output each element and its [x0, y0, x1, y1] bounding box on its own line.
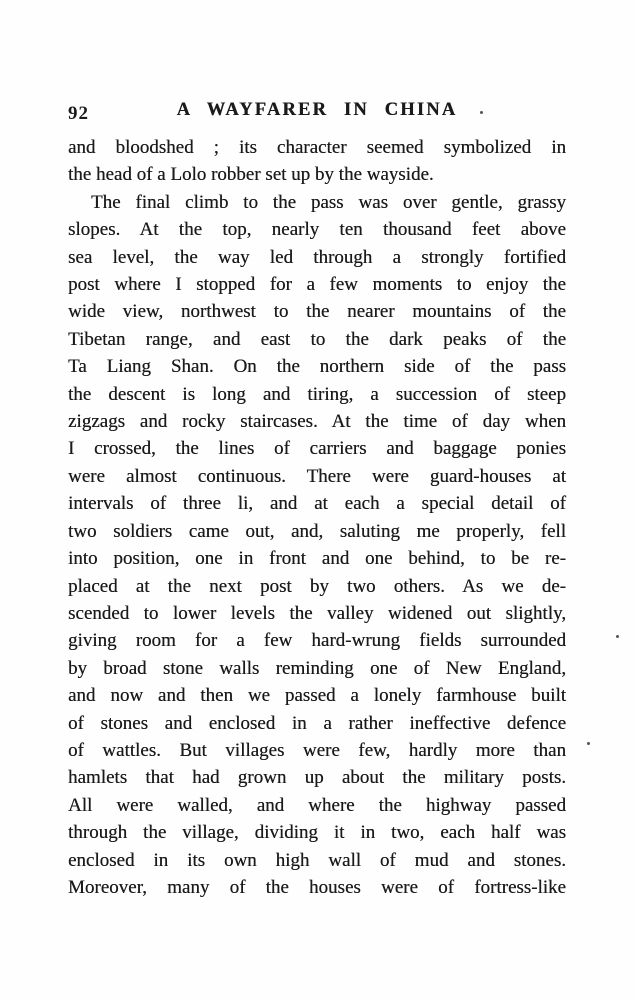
- page-header: [68, 100, 566, 126]
- text-line: intervals of three li, and at each a special detail of: [68, 493, 566, 515]
- text-line: giving room for a few hard-wrung fields surrounded: [68, 630, 566, 652]
- text-line: hamlets that had grown up about the military posts.: [68, 767, 566, 789]
- text-line: zigzags and rocky staircases. At the time of day when: [68, 411, 566, 433]
- text-line: of wattles. But villages were few, hardly more than: [68, 739, 566, 761]
- scan-speck: [616, 635, 619, 638]
- text-line: post where I stopped for a few moments to enjoy the: [68, 274, 566, 296]
- text-line: wide view, northwest to the nearer mountains of the: [68, 301, 566, 323]
- text-line: and now and then we passed a lonely farmhouse built: [68, 685, 566, 707]
- text-line: the descent is long and tiring, a succession of steep: [68, 383, 566, 405]
- text-line: I crossed, the lines of carriers and baggage ponies: [68, 438, 566, 460]
- text-line: Ta Liang Shan. On the northern side of the pass: [68, 356, 566, 378]
- text-line: scended to lower levels the valley widened out slightly,: [68, 602, 566, 624]
- text-line: Moreover, many of the houses were of fortress-like: [68, 876, 566, 898]
- text-line: Tibetan range, and east to the dark peaks of the: [68, 328, 566, 350]
- text-line: into position, one in front and one behind, to be re-: [68, 548, 566, 570]
- text-line: sea level, the way led through a strongly fortified: [68, 246, 566, 268]
- text-line: enclosed in its own high wall of mud and stones.: [68, 849, 566, 871]
- page-body: [68, 134, 566, 901]
- text-line: through the village, dividing it in two, each half was: [68, 822, 566, 844]
- text-line: the head of a Lolo robber set up by the wayside.: [68, 164, 434, 186]
- text-line: placed at the next post by two others. As we de-: [68, 575, 566, 597]
- text-line: slopes. At the top, nearly ten thousand feet above: [68, 219, 566, 241]
- text-line: All were walled, and where the highway passed: [68, 794, 566, 816]
- scan-speck: [587, 742, 590, 745]
- running-title: A WAYFARER IN CHINA: [176, 100, 458, 120]
- text-line: The final climb to the pass was over gentle, grassy: [91, 191, 566, 213]
- page-number: 92: [68, 103, 89, 124]
- text-line: were almost continuous. There were guard-houses at: [68, 465, 566, 487]
- text-line: and bloodshed ; its character seemed symbolized in: [68, 137, 566, 158]
- text-line: two soldiers came out, and, saluting me properly, fell: [68, 520, 566, 542]
- scan-speck: [480, 111, 483, 114]
- text-line: by broad stone walls reminding one of New England,: [68, 657, 566, 679]
- text-line: of stones and enclosed in a rather ineffective defence: [68, 712, 566, 734]
